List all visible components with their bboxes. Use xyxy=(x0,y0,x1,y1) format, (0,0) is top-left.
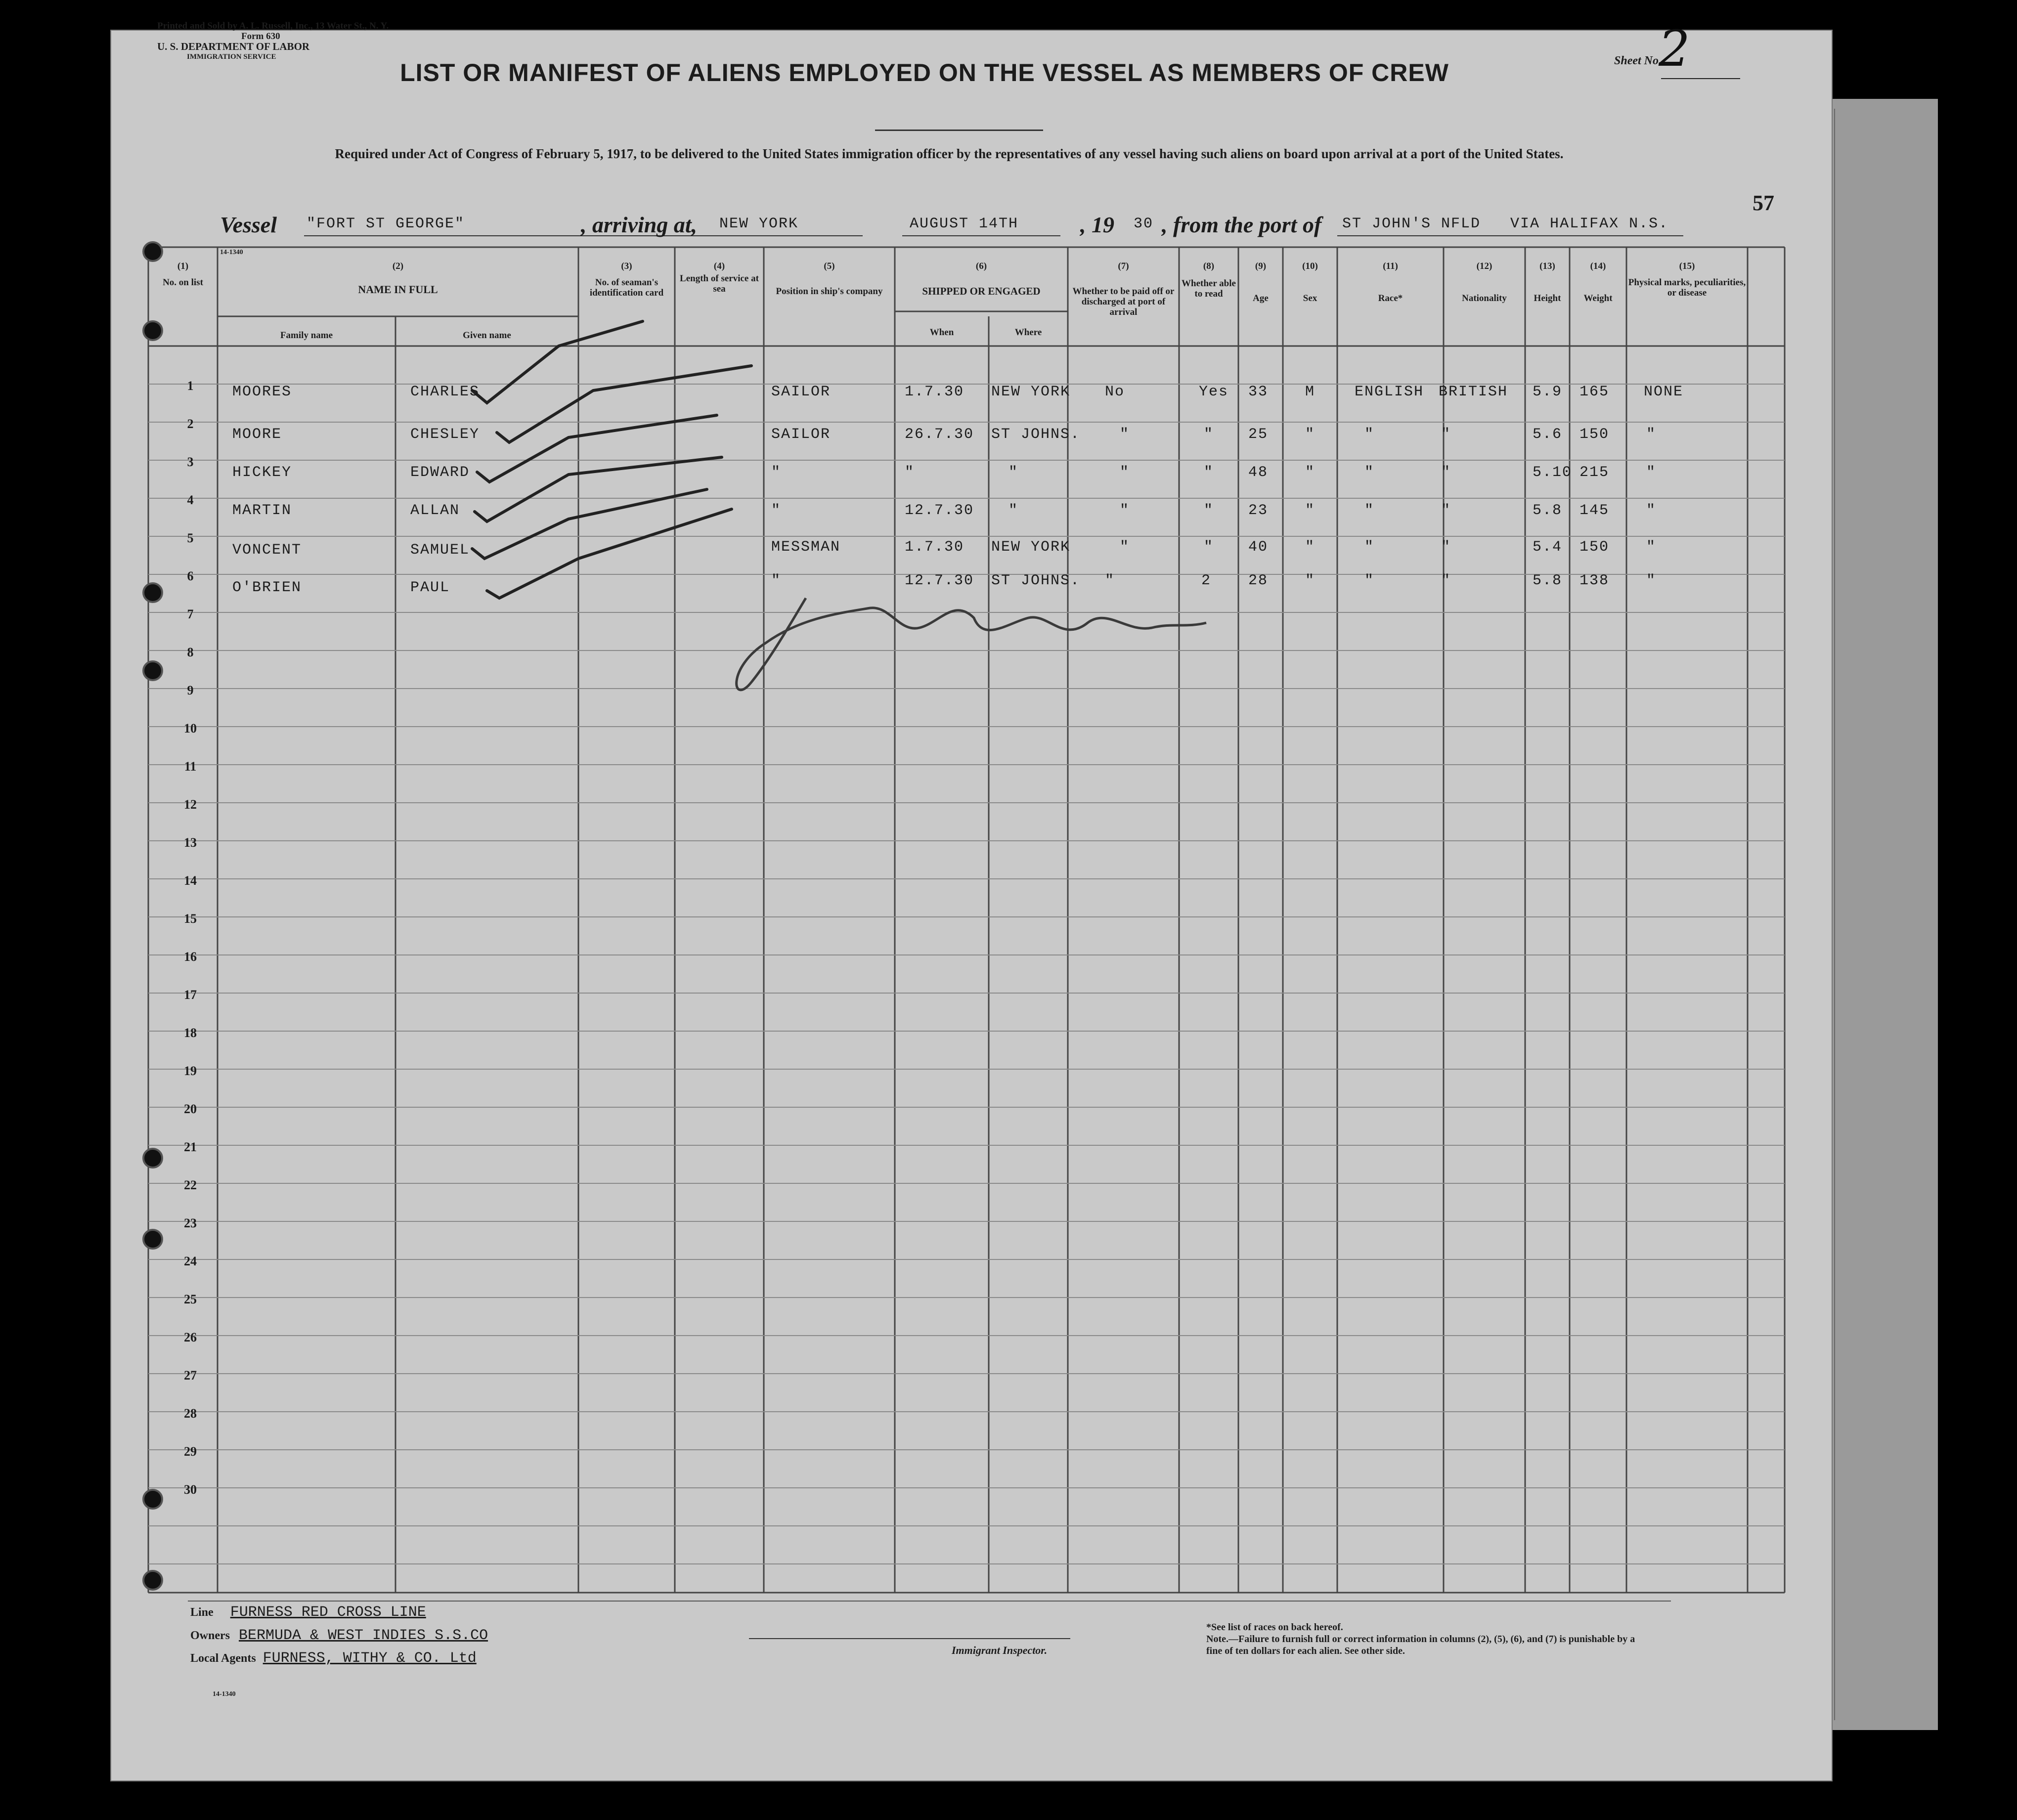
row-number: 5 xyxy=(187,531,194,545)
shipped-where: NEW YORK xyxy=(991,384,1071,400)
inspector-label: Immigrant Inspector. xyxy=(952,1644,1048,1656)
race: " xyxy=(1364,539,1375,556)
binder-hole xyxy=(142,1229,163,1250)
col-14-header: (14) Weight xyxy=(1583,261,1613,303)
able-to-read: " xyxy=(1204,539,1214,556)
col-8-header: (8) Whether able to read xyxy=(1182,261,1236,299)
arriving-label: , arriving at, xyxy=(581,212,698,237)
sex: " xyxy=(1305,426,1315,443)
departure-port: ST JOHN'S NFLD VIA HALIFAX N.S. xyxy=(1342,216,1669,232)
row-number: 10 xyxy=(184,721,197,736)
col-2a-header: Family name xyxy=(280,330,333,341)
row-number: 17 xyxy=(184,988,197,1002)
able-to-read: " xyxy=(1204,464,1214,481)
col-3-header: (3) No. of seaman's identification card xyxy=(589,261,664,298)
col-15-header: (15) Physical marks, peculiarities, or disease xyxy=(1628,261,1746,298)
requirement-text: Required under Act of Congress of February 5, 1917, to be delivered to the United States immigration officer by the representatives of any vessel having such aliens on board upon arrival at a port of the United States. xyxy=(335,146,1564,161)
penalty-note: Note.—Failure to furnish full or correct information in columns (2), (5), (6), and (7) is punishable by a fine of ten dollars for each alien. See other side. xyxy=(1206,1634,1635,1656)
age: 23 xyxy=(1248,502,1269,519)
age: 33 xyxy=(1248,384,1269,400)
sheet-label: Sheet No. xyxy=(1614,54,1662,67)
able-to-read: " xyxy=(1204,502,1214,519)
nationality: " xyxy=(1441,539,1451,556)
paid-off: " xyxy=(1105,572,1115,589)
col-7-header: (7) Whether to be paid off or discharged at port of arrival xyxy=(1072,261,1175,317)
age: 28 xyxy=(1248,572,1269,589)
race: " xyxy=(1364,502,1375,519)
form-code: 14-1340 xyxy=(220,249,243,256)
sex: " xyxy=(1305,464,1315,481)
arriving-port: NEW YORK xyxy=(719,216,799,232)
family-name: VONCENT xyxy=(232,542,302,559)
shipped-when: 12.7.30 xyxy=(905,502,974,519)
position: SAILOR xyxy=(771,384,831,400)
page-number: 57 xyxy=(1753,191,1774,215)
row-number: 6 xyxy=(187,569,194,583)
service: IMMIGRATION SERVICE xyxy=(187,53,276,61)
position: MESSMAN xyxy=(771,539,841,556)
shipped-when: 26.7.30 xyxy=(905,426,974,443)
weight: 215 xyxy=(1579,464,1610,481)
height: 5.10 xyxy=(1533,464,1573,481)
age: 48 xyxy=(1248,464,1269,481)
able-to-read: " xyxy=(1204,426,1214,443)
row-number: 3 xyxy=(187,455,194,469)
shipped-where: " xyxy=(1008,502,1019,519)
department: U. S. DEPARTMENT OF LABOR xyxy=(157,41,310,52)
row-number: 4 xyxy=(187,493,194,507)
nationality: " xyxy=(1441,464,1451,481)
col-4-header: (4) Length of service at sea xyxy=(680,261,759,294)
binder-hole xyxy=(142,320,163,341)
row-number: 14 xyxy=(184,873,197,888)
position: " xyxy=(771,572,782,589)
col-6a-header: When xyxy=(929,327,954,338)
age: 40 xyxy=(1248,539,1269,556)
physical-marks: NONE xyxy=(1644,384,1684,400)
family-name: MARTIN xyxy=(232,502,292,519)
col-12-header: (12) Nationality xyxy=(1462,261,1507,303)
printer-line: Printed and Sold by A. L. Russell, Inc., 13 Water St., N. Y. xyxy=(157,21,389,31)
physical-marks: " xyxy=(1646,539,1657,556)
footer-form-code: 14-1340 xyxy=(213,1690,236,1698)
position: " xyxy=(771,502,782,519)
shipped-where: ST JOHNS. xyxy=(991,572,1081,589)
row-number: 29 xyxy=(184,1444,197,1459)
sex: " xyxy=(1305,502,1315,519)
col-2b-header: Given name xyxy=(463,330,511,341)
physical-marks: " xyxy=(1646,426,1657,443)
binder-hole xyxy=(142,660,163,681)
weight: 165 xyxy=(1579,384,1610,400)
family-name: HICKEY xyxy=(232,464,292,481)
footer-notes xyxy=(1206,1621,1641,1657)
physical-marks: " xyxy=(1646,502,1657,519)
row-number: 7 xyxy=(187,607,194,621)
position: SAILOR xyxy=(771,426,831,443)
family-name: MOORES xyxy=(232,384,292,400)
given-name: CHARLES xyxy=(410,384,480,400)
row-number: 1 xyxy=(187,379,194,393)
col-6-header: (6) SHIPPED OR ENGAGED xyxy=(922,261,1041,297)
shipped-when: 1.7.30 xyxy=(905,384,965,400)
row-number: 18 xyxy=(184,1026,197,1040)
shipped-when: 12.7.30 xyxy=(905,572,974,589)
race: " xyxy=(1364,464,1375,481)
row-number: 23 xyxy=(184,1216,197,1230)
height: 5.8 xyxy=(1533,572,1563,589)
arrival-date: AUGUST 14TH xyxy=(910,216,1019,232)
physical-marks: " xyxy=(1646,464,1657,481)
weight: 138 xyxy=(1579,572,1610,589)
col-11-header: (11) Race* xyxy=(1378,261,1403,303)
height: 5.6 xyxy=(1533,426,1563,443)
able-to-read: 2 xyxy=(1201,572,1212,589)
shipped-when: " xyxy=(905,464,915,481)
shipped-when: 1.7.30 xyxy=(905,539,965,556)
row-number: 25 xyxy=(184,1292,197,1306)
col-5-header: (5) Position in ship's company xyxy=(776,261,883,297)
row-number: 22 xyxy=(184,1178,197,1192)
binder-hole xyxy=(142,241,163,262)
race: " xyxy=(1364,572,1375,589)
row-number: 16 xyxy=(184,950,197,964)
binder-hole xyxy=(142,582,163,603)
row-number: 19 xyxy=(184,1064,197,1078)
shipped-where: NEW YORK xyxy=(991,539,1071,556)
row-number: 21 xyxy=(184,1140,197,1154)
col-1-header: (1) No. on list xyxy=(163,261,203,288)
binder-hole xyxy=(142,1148,163,1169)
given-name: PAUL xyxy=(410,579,450,596)
row-number: 27 xyxy=(184,1368,197,1383)
paid-off: " xyxy=(1120,539,1130,556)
nationality: " xyxy=(1441,426,1451,443)
col-10-header: (10) Sex xyxy=(1302,261,1318,303)
vessel-label: Vessel xyxy=(220,212,277,237)
able-to-read: Yes xyxy=(1199,384,1229,400)
binder-hole xyxy=(142,1570,163,1591)
sex: " xyxy=(1305,539,1315,556)
line-field: Line FURNESS RED CROSS LINE xyxy=(190,1604,426,1621)
family-name: MOORE xyxy=(232,426,282,443)
row-number: 20 xyxy=(184,1102,197,1116)
row-number: 13 xyxy=(184,835,197,850)
col-13-header: (13) Height xyxy=(1534,261,1561,303)
inspector-scrawl xyxy=(737,598,1206,690)
form-number: Form 630 xyxy=(241,31,280,42)
physical-marks: " xyxy=(1646,572,1657,589)
paid-off: " xyxy=(1120,426,1130,443)
page-title: LIST OR MANIFEST OF ALIENS EMPLOYED ON THE VESSEL AS MEMBERS OF CREW xyxy=(400,59,1449,87)
races-note: *See list of races on back hereof. xyxy=(1206,1622,1343,1633)
shipped-where: " xyxy=(1008,464,1019,481)
row-number: 24 xyxy=(184,1254,197,1268)
row-number: 11 xyxy=(184,759,197,774)
weight: 145 xyxy=(1579,502,1610,519)
given-name: CHESLEY xyxy=(410,426,480,443)
race: " xyxy=(1364,426,1375,443)
footer-rule xyxy=(188,1601,1671,1602)
weight: 150 xyxy=(1579,426,1610,443)
age: 25 xyxy=(1248,426,1269,443)
sex: M xyxy=(1305,384,1315,400)
col-9-header: (9) Age xyxy=(1253,261,1269,303)
nationality: " xyxy=(1441,502,1451,519)
paid-off: " xyxy=(1120,464,1130,481)
year-suffix: 30 xyxy=(1134,216,1154,232)
from-label: , from the port of xyxy=(1162,212,1322,237)
paid-off: No xyxy=(1105,384,1125,400)
agents-field: Local Agents FURNESS, WITHY & CO. Ltd xyxy=(190,1650,477,1667)
nationality: " xyxy=(1441,572,1451,589)
shipped-where: ST JOHNS. xyxy=(991,426,1081,443)
sheet-number: 2 xyxy=(1659,20,1690,78)
given-name: ALLAN xyxy=(410,502,460,519)
row-number: 28 xyxy=(184,1406,197,1421)
col-2-header: (2) NAME IN FULL xyxy=(358,261,438,296)
nationality: BRITISH xyxy=(1439,384,1508,400)
height: 5.4 xyxy=(1533,539,1563,556)
given-name: SAMUEL xyxy=(410,542,470,559)
inspector-signature-line xyxy=(749,1638,1070,1639)
row-number: 8 xyxy=(187,645,194,659)
family-name: O'BRIEN xyxy=(232,579,302,596)
year-prefix: , 19 xyxy=(1080,212,1114,237)
height: 5.9 xyxy=(1533,384,1563,400)
row-number: 15 xyxy=(184,911,197,926)
position: " xyxy=(771,464,782,481)
row-number: 2 xyxy=(187,417,194,431)
sex: " xyxy=(1305,572,1315,589)
paid-off: " xyxy=(1120,502,1130,519)
binder-hole xyxy=(142,1489,163,1510)
given-name: EDWARD xyxy=(410,464,470,481)
row-number: 26 xyxy=(184,1330,197,1344)
owners-field: Owners BERMUDA & WEST INDIES S.S.CO xyxy=(190,1627,488,1644)
weight: 150 xyxy=(1579,539,1610,556)
vessel-name: "FORT ST GEORGE" xyxy=(307,216,465,232)
height: 5.8 xyxy=(1533,502,1563,519)
row-number: 30 xyxy=(184,1482,197,1497)
row-number: 9 xyxy=(187,683,194,697)
row-number: 12 xyxy=(184,797,197,812)
col-6b-header: Where xyxy=(1014,327,1042,338)
race: ENGLISH xyxy=(1355,384,1424,400)
